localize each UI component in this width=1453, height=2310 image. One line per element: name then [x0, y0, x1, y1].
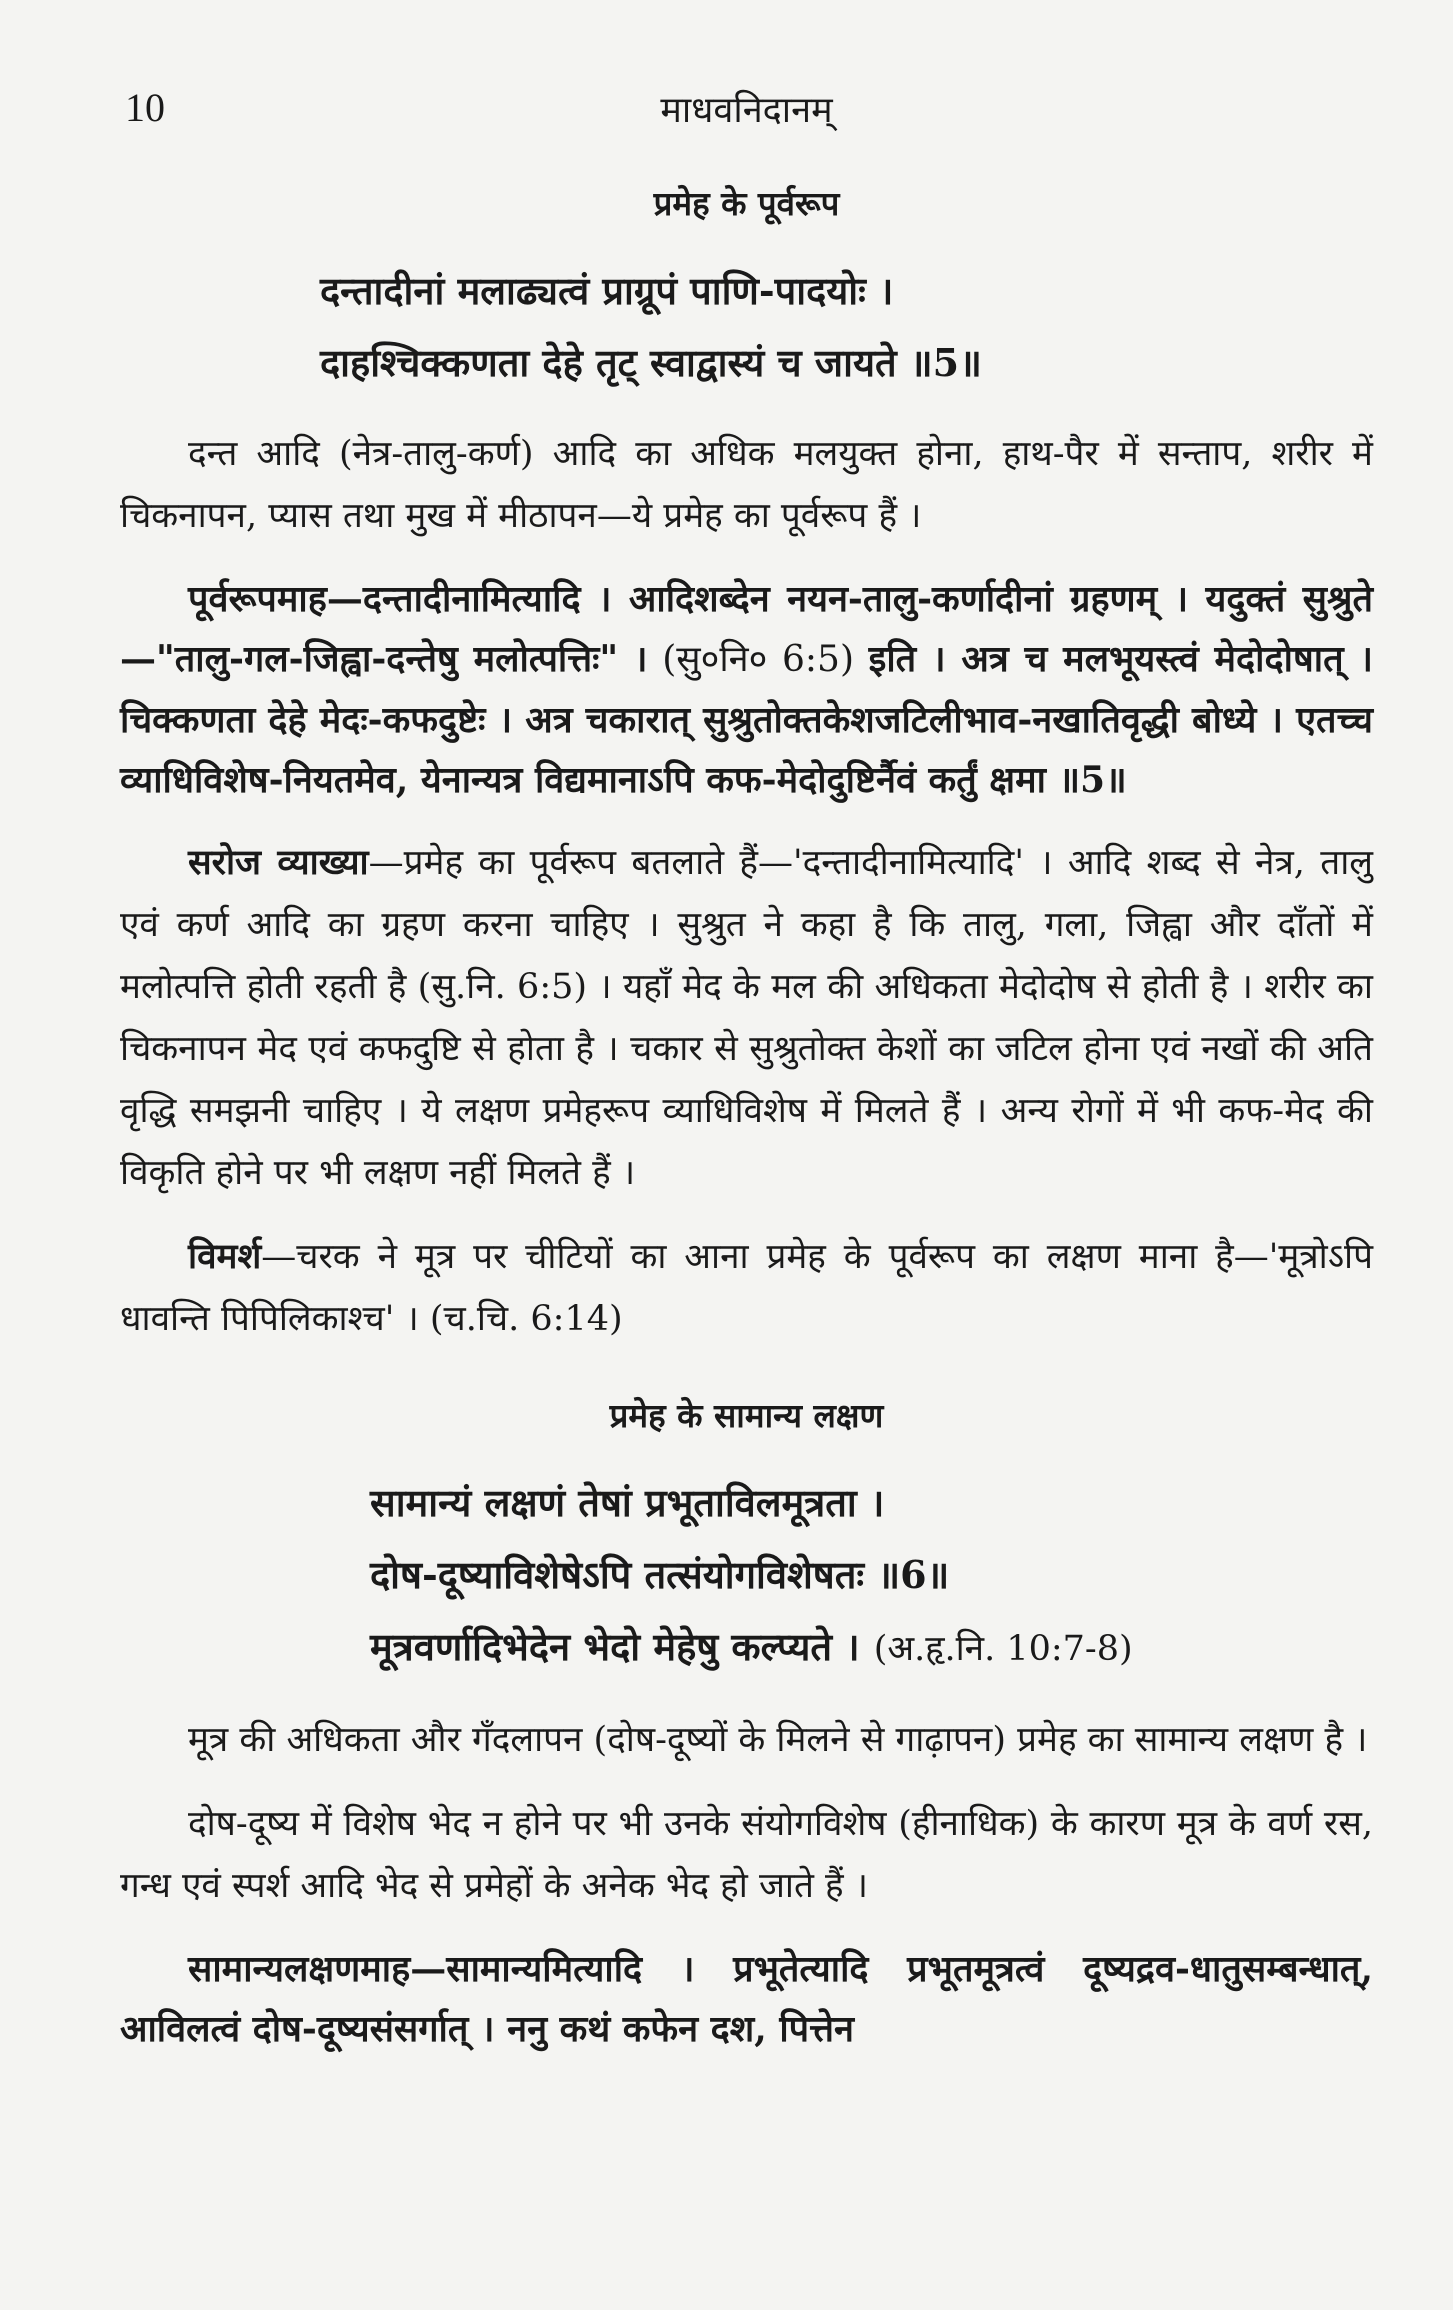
verse-line: दन्तादीनां मलाढ्यत्वं प्राग्रूपं पाणि-पादयोः ।: [320, 268, 894, 313]
vimarsh: [120, 1226, 1373, 1350]
verse-6: [120, 1467, 1373, 1685]
verse-line: दोष-दूष्याविशेषेऽपि तत्संयोगविशेषतः ॥6॥: [370, 1552, 950, 1597]
commentary-text: पूर्वरूपमाह—दन्तादीनामित्यादि । आदिशब्देन नयन-तालु-कर्णादीनां ग्रहणम् । यदुक्तं सुश्रुते—"तालु-गल-जिह्वा-दन्तेषु मलोत्पत्तिः" ।: [120, 578, 1373, 680]
verse-line: सामान्यं लक्षणं तेषां प्रभूताविलमूत्रता ।: [370, 1480, 885, 1525]
book-title: माधवनिदानम्: [660, 90, 833, 131]
verse-5: [120, 255, 1373, 399]
vimarsh-label: विमर्श: [188, 1236, 262, 1277]
running-head: [120, 70, 1373, 140]
section-heading-purvarupa: प्रमेह के पूर्वरूप: [653, 184, 840, 223]
verse-citation: (अ.हृ.नि. 10:7-8): [873, 1629, 1133, 1669]
hindi-translation: दोष-दूष्य में विशेष भेद न होने पर भी उनके संयोगविशेष (हीनाधिक) के कारण मूत्र के वर्ण रस, गन्ध एवं स्पर्श आदि भेद से प्रमेहों के अनेक भेद हो जाते हैं ।: [120, 1804, 1373, 1906]
hindi-translation: मूत्र की अधिकता और गँदलापन (दोष-दूष्यों के मिलने से गाढ़ापन) प्रमेह का सामान्य लक्षण है ।: [188, 1720, 1368, 1760]
saroj-vyakhya: [120, 832, 1373, 1204]
sanskrit-commentary: [120, 569, 1373, 810]
commentary-citation: (सु०नि० 6:5): [647, 639, 869, 680]
verse-line: दाहश्चिक्कणता देहे तृट् स्वाद्वास्यं च जायते ॥5॥: [320, 340, 982, 385]
verse-line: [120, 1611, 1373, 1685]
sanskrit-commentary: सामान्यलक्षणमाह—सामान्यमित्यादि । प्रभूतेत्यादि प्रभूतमूत्रत्वं दूष्यद्रव-धातुसम्बन्धात्, आविलत्वं दोष-दूष्यसंसर्गात् । ननु कथं कफेन दश, पित्तेन: [120, 1948, 1373, 2050]
page-number: 10: [125, 85, 165, 130]
saroj-vyakhya-label: सरोज व्याख्या: [188, 842, 369, 883]
vimarsh-text: —चरक ने मूत्र पर चीटियों का आना प्रमेह के पूर्वरूप का लक्षण माना है—'मूत्रोऽपि धावन्ति पिपिलिकाश्च' । (च.चि. 6:14): [120, 1237, 1373, 1339]
verse-text: मूत्रवर्णादिभेदेन भेदो मेहेषु कल्प्यते ।: [370, 1624, 860, 1669]
hindi-translation: दन्त आदि (नेत्र-तालु-कर्ण) आदि का अधिक मलयुक्त होना, हाथ-पैर में सन्ताप, शरीर में चिकनापन, प्यास तथा मुख में मीठापन—ये प्रमेह का पूर्वरूप हैं ।: [120, 434, 1373, 536]
saroj-vyakhya-text: —प्रमेह का पूर्वरूप बतलाते हैं—'दन्तादीनामित्यादि' । आदि शब्द से नेत्र, तालु एवं कर्ण आदि का ग्रहण करना चाहिए । सुश्रुत ने कहा है कि तालु, गला, जिह्वा और दाँतों में मलोत्पत्ति होती रहती है (सु.नि. 6:5) । यहाँ मेद के मल की अधिकता मेदोदोष से होती है । शरीर का चिकनापन मेद एवं कफदुष्टि से होता है । चकार से सुश्रुतोक्त केशों का जटिल होना एवं नखों की अति वृद्धि समझनी चाहिए । ये लक्षण प्रमेहरूप व्याधिविशेष में मिलते हैं । अन्य रोगों में भी कफ-मेद की विकृति होने पर भी लक्षण नहीं मिलते हैं ।: [120, 843, 1373, 1193]
commentary-text: इति । अत्र च मलभूयस्त्वं मेदोदोषात् । चिक्कणता देहे मेदः-कफदुष्टेः । अत्र चकारात् सुश्रुतोक्तकेशजटिलीभाव-नखातिवृद्धी बोध्ये । एतच्च व्याधिविशेष-नियतमेव, येनान्यत्र विद्यमानाऽपि कफ-मेदोदुष्टिर्नैवं कर्तुं क्षमा ॥5॥: [120, 638, 1373, 801]
section-heading-samanya-lakshan: प्रमेह के सामान्य लक्षण: [609, 1396, 884, 1435]
